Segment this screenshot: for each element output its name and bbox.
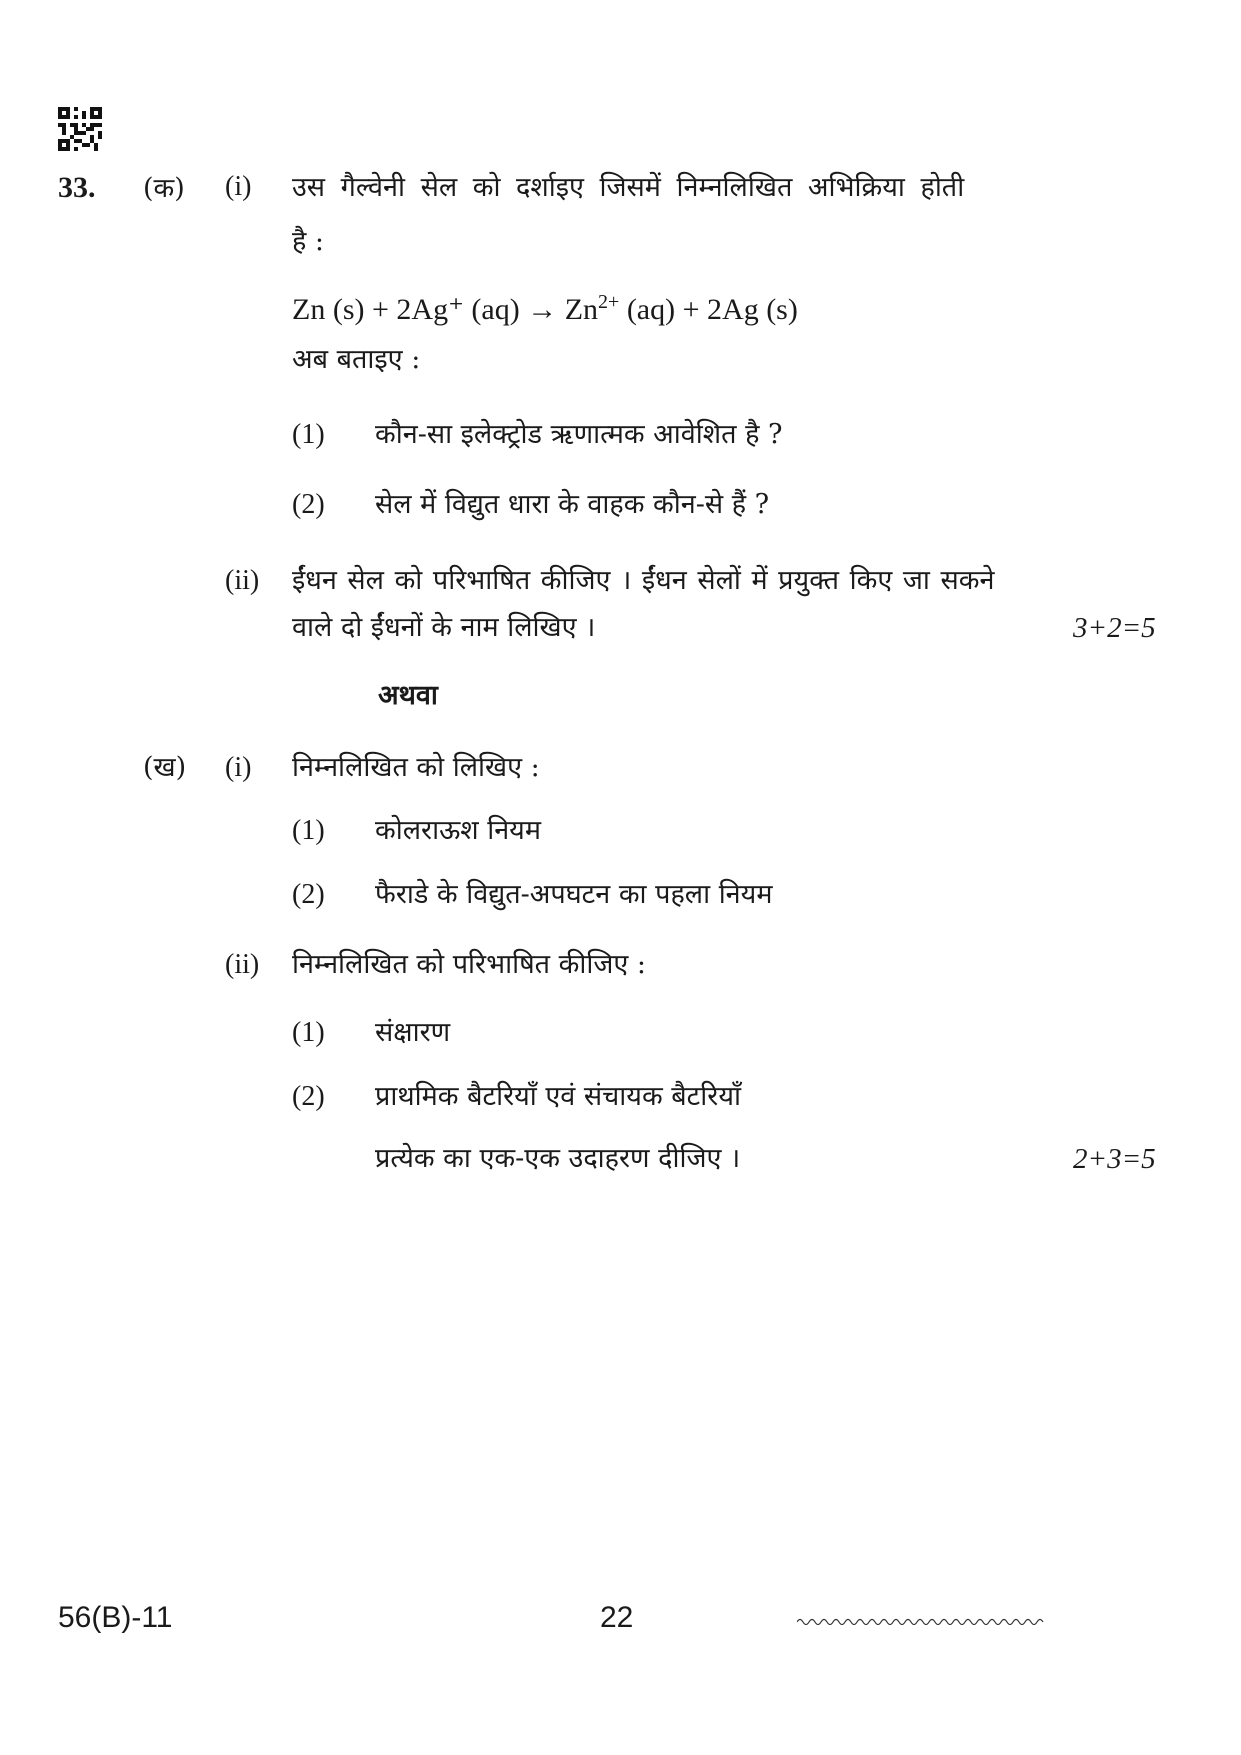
reaction-equation bbox=[292, 292, 798, 327]
part-b-ii-sub2-label: (2) bbox=[292, 1081, 325, 1112]
wavy-line-decoration bbox=[797, 1616, 1045, 1628]
or-heading: अथवा bbox=[378, 680, 438, 711]
part-b-ii-text: निम्नलिखित को परिभाषित कीजिए : bbox=[292, 949, 647, 980]
part-a-i-sub2-text: सेल में विद्युत धारा के वाहक कौन-से हैं ? bbox=[375, 489, 770, 520]
part-a-i-label: (i) bbox=[225, 171, 252, 202]
part-b-ii-sub2-line2: प्रत्येक का एक-एक उदाहरण दीजिए । bbox=[375, 1143, 741, 1174]
part-a-i-sub1-label: (1) bbox=[292, 419, 325, 450]
part-b-marks: 2+3=5 bbox=[1073, 1143, 1156, 1175]
part-a-i-line1: उस गैल्वेनी सेल को दर्शाइए जिसमें निम्नलिखित अभिक्रिया होती bbox=[292, 172, 965, 203]
part-b-ii-sub1-label: (1) bbox=[292, 1017, 325, 1048]
equation-right: (aq) + 2Ag (s) bbox=[619, 293, 798, 326]
question-number: 33. bbox=[58, 171, 96, 204]
part-b-i-label: (i) bbox=[225, 752, 252, 783]
part-a-i-line2: है : bbox=[292, 226, 325, 257]
part-b-i-sub2-label: (2) bbox=[292, 879, 325, 910]
part-a-ii-line2: वाले दो ईंधनों के नाम लिखिए । bbox=[292, 612, 596, 643]
now-tell-text: अब बताइए : bbox=[292, 344, 421, 375]
part-b-i-sub2-text: फैराडे के विद्युत-अपघटन का पहला नियम bbox=[375, 879, 773, 910]
paper-code: 56(B)-11 bbox=[58, 1601, 173, 1634]
qr-code-icon bbox=[58, 107, 102, 151]
part-a-i-sub1-text: कौन-सा इलेक्ट्रोड ऋणात्मक आवेशित है ? bbox=[375, 419, 783, 450]
part-b-ii-label: (ii) bbox=[225, 949, 260, 980]
part-a-marks: 3+2=5 bbox=[1073, 612, 1156, 644]
equation-left: Zn (s) + 2Ag⁺ (aq) → Zn bbox=[292, 293, 599, 326]
equation-charge: 2+ bbox=[598, 291, 620, 313]
part-b-i-sub1-text: कोलराऊश नियम bbox=[375, 815, 541, 846]
part-a-i-sub2-label: (2) bbox=[292, 489, 325, 520]
part-b-i-sub1-label: (1) bbox=[292, 815, 325, 846]
part-b-i-text: निम्नलिखित को लिखिए : bbox=[292, 752, 540, 783]
part-a-ii-label: (ii) bbox=[225, 565, 260, 596]
part-b-ii-sub2-text: प्राथमिक बैटरियाँ एवं संचायक बैटरियाँ bbox=[375, 1081, 741, 1112]
part-a-ii-line1: ईंधन सेल को परिभाषित कीजिए । ईंधन सेलों में प्रयुक्त किए जा सकने bbox=[292, 565, 995, 596]
page-number: 22 bbox=[600, 1601, 634, 1634]
part-a-label: (क) bbox=[143, 173, 185, 204]
part-b-ii-sub1-text: संक्षारण bbox=[375, 1017, 451, 1048]
part-b-label: (ख) bbox=[143, 752, 187, 783]
